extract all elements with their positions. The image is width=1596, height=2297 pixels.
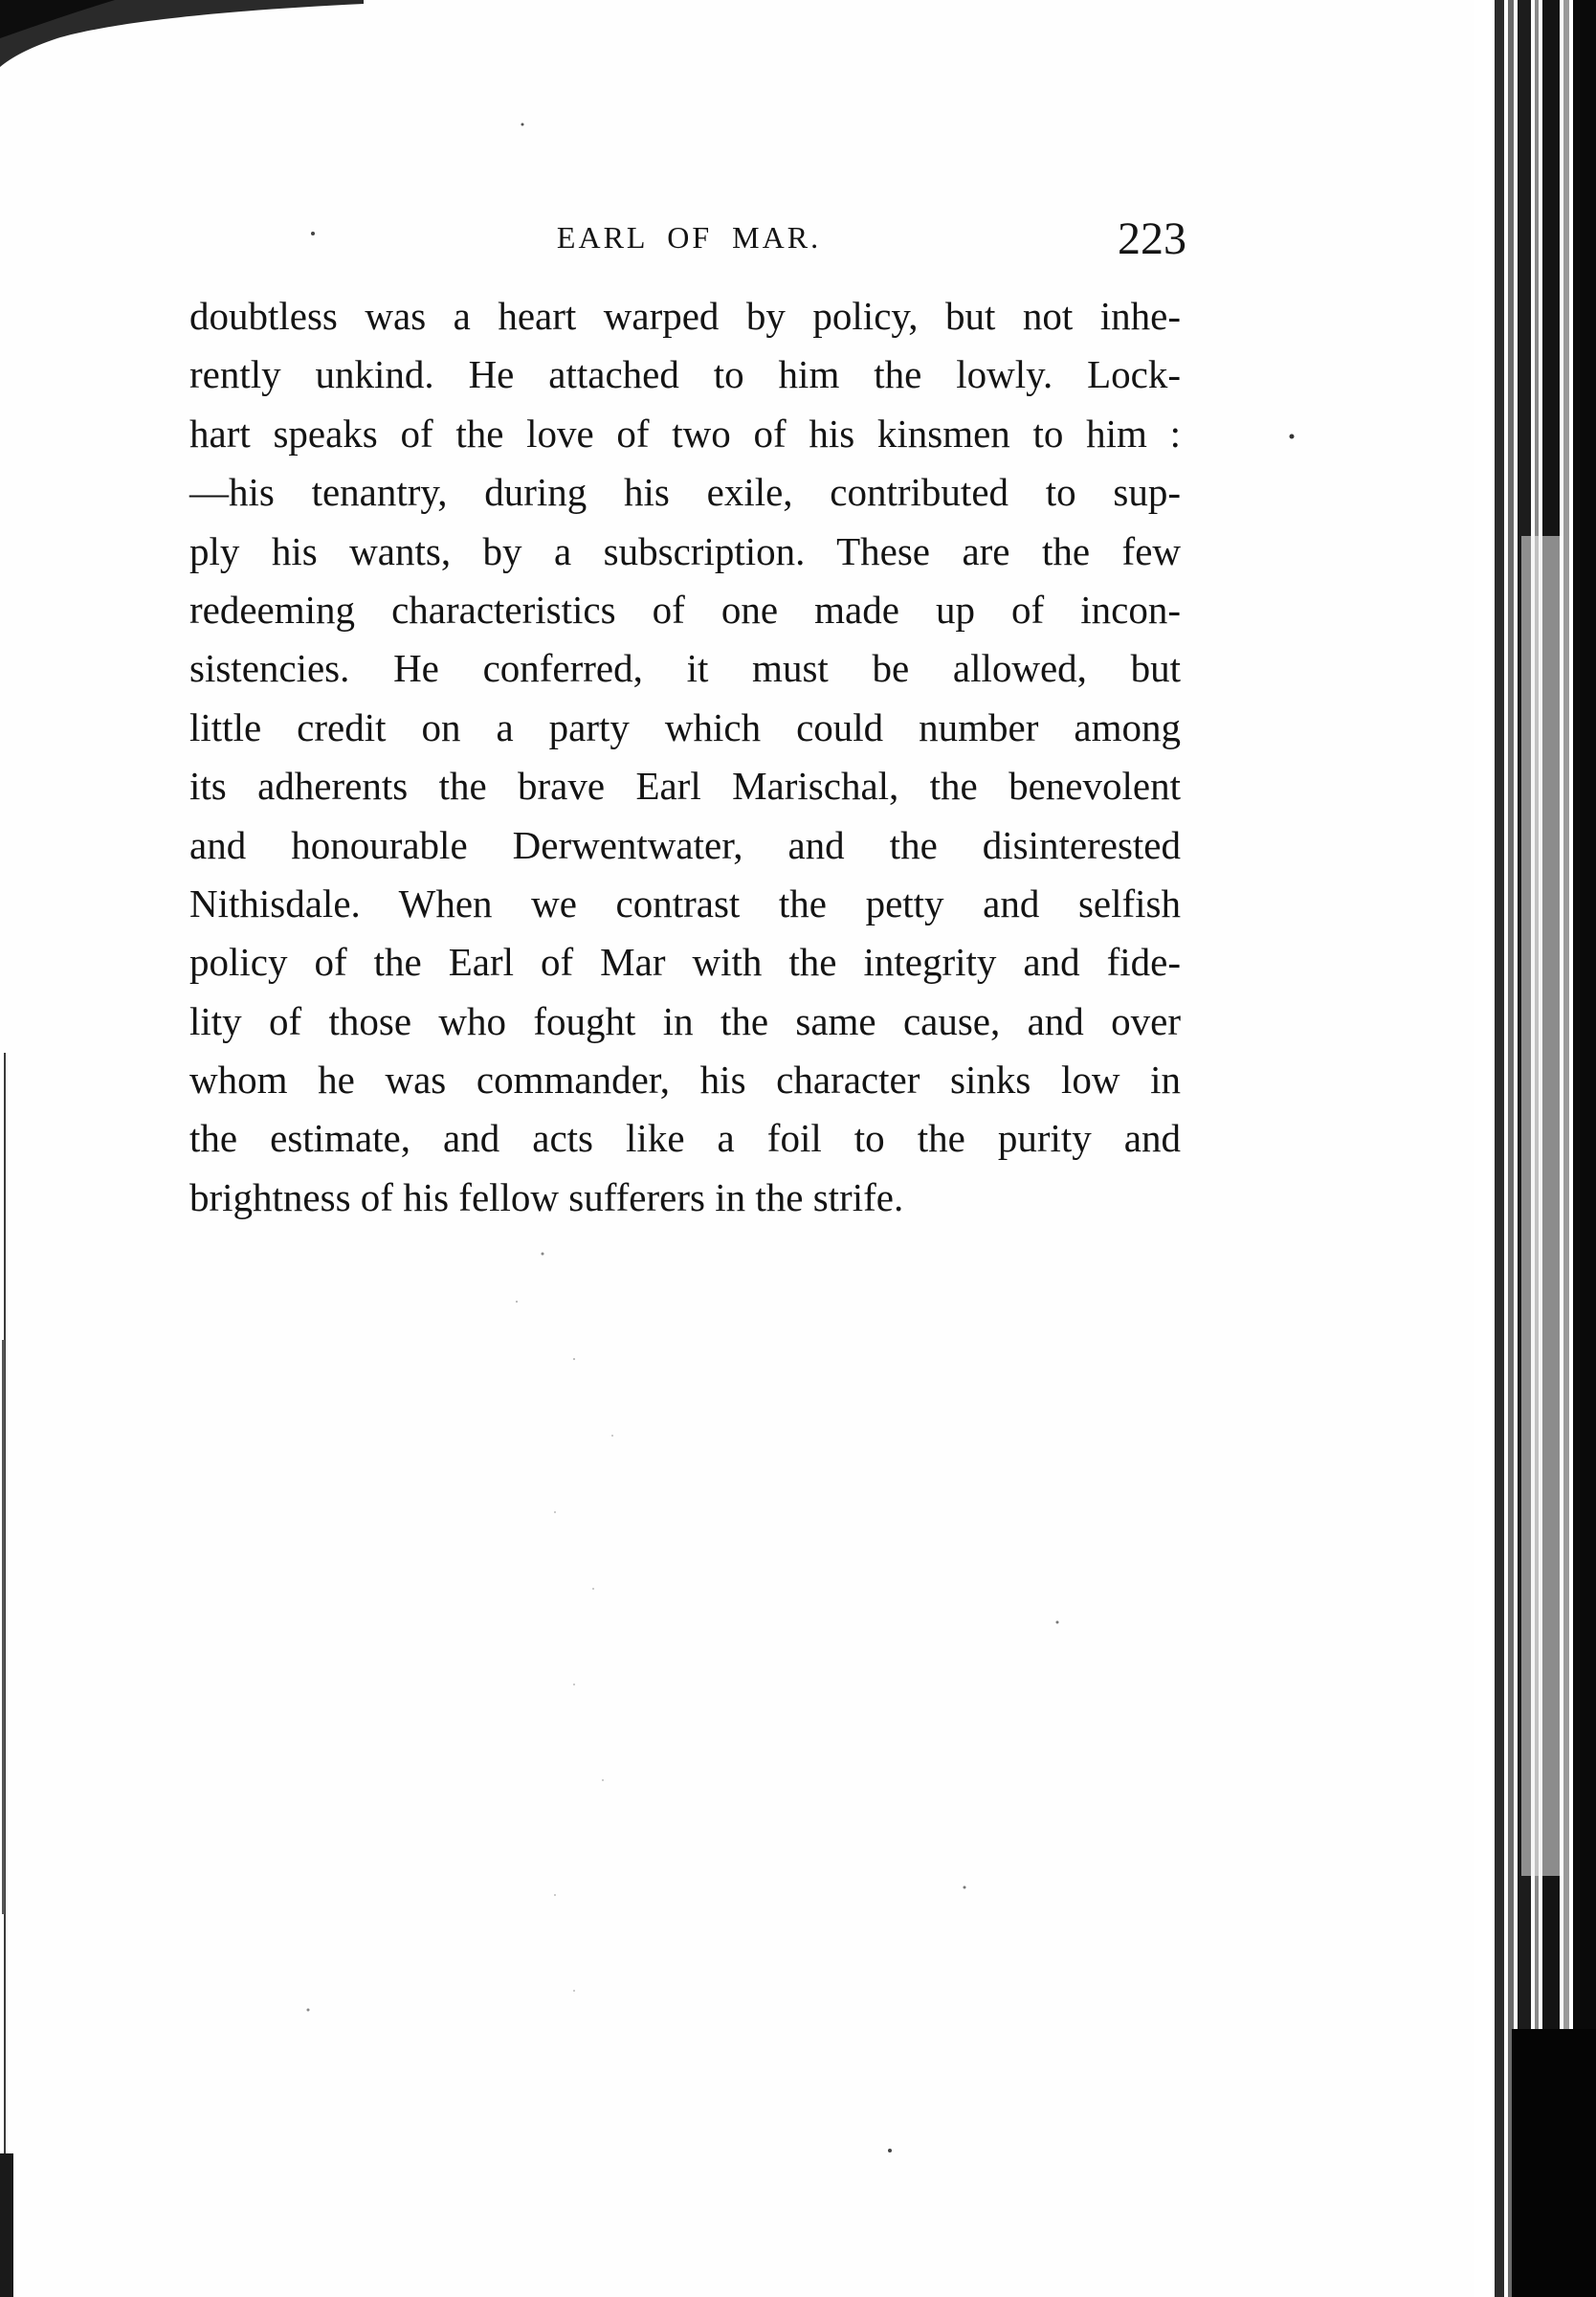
page-number: 223 bbox=[1118, 213, 1186, 264]
running-head-title: EARL OF MAR. bbox=[556, 220, 822, 255]
text-line: doubtless was a heart warped by policy, but not inhe- bbox=[189, 294, 1181, 338]
text-line: hart speaks of the love of two of his kinsmen to him : bbox=[189, 411, 1181, 456]
text-line: and honourable Derwentwater, and the disinterested bbox=[189, 822, 1181, 867]
left-page-edge bbox=[0, 1053, 13, 2297]
text-line: little credit on a party which could number among bbox=[189, 704, 1181, 749]
binding-gutter bbox=[1474, 0, 1596, 2297]
text-line: policy of the Earl of Mar with the integrity and fide- bbox=[189, 940, 1181, 985]
text-line: rently unkind. He attached to him the lowly. Lock- bbox=[189, 352, 1181, 397]
text-line: its adherents the brave Earl Marischal, the benevolent bbox=[189, 764, 1181, 809]
text-line-last: brightness of his fellow sufferers in the strife. bbox=[189, 1174, 904, 1219]
text-line: whom he was commander, his character sinks low in bbox=[189, 1058, 1181, 1103]
scan-corner-shadow bbox=[0, 0, 364, 67]
text-line: —his tenantry, during his exile, contributed to sup- bbox=[189, 470, 1181, 515]
running-head bbox=[191, 212, 1186, 270]
text-line: redeeming characteristics of one made up of incon- bbox=[189, 587, 1181, 632]
text-line: Nithisdale. When we contrast the petty and selfish bbox=[189, 881, 1181, 925]
text-line: ply his wants, by a subscription. These are the few bbox=[189, 528, 1181, 573]
text-line: sistencies. He conferred, it must be allowed, but bbox=[189, 646, 1181, 691]
text-line: the estimate, and acts like a foil to the purity and bbox=[189, 1116, 1181, 1161]
body-text bbox=[189, 287, 1181, 1227]
text-line: lity of those who fought in the same cause, and over bbox=[189, 998, 1181, 1043]
